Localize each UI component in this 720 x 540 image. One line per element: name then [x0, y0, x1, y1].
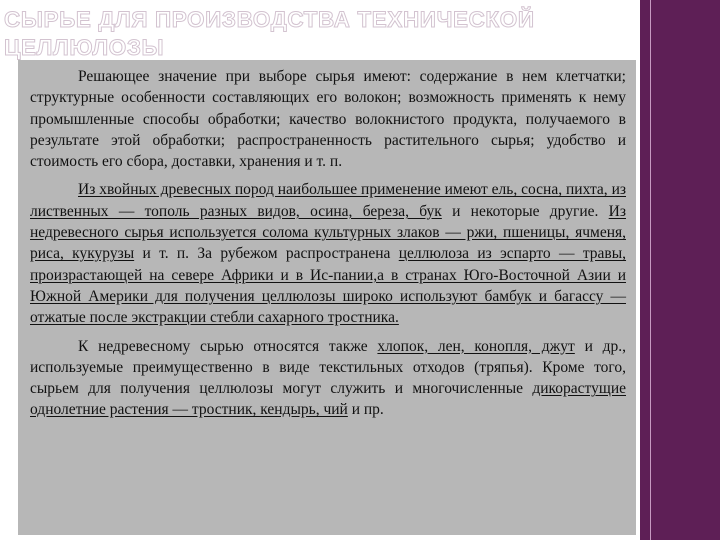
title-line-2: ЦЕЛЛЮЛОЗЫ [4, 35, 165, 60]
paragraph-3-text-2: и др., используемые преимущественно в виде текстильных отходов (тряпья). Кроме того, сырьем для получения целлюлозы могут служить и многочисленные [30, 337, 626, 398]
body-text [30, 66, 626, 428]
paragraph-3-text-3: и пр. [347, 401, 384, 419]
paragraph-2-text-2: и т. п. За рубежом распространена [134, 245, 399, 263]
paragraph-3-text-1: К недревесному сырью относятся также [78, 337, 378, 355]
paragraph-1-text: Решающее значение при выборе сырья имеют: содержание в нем клетчатки; структурные особенности составляющих его волокон; возможность применять к нему промышленные способы обработки; качество волокнистого продукта, получаемого в результате этой обработки; распространенность растительного сырья; удобство и стоимость его сбора, доставки, хранения и т. п. [30, 68, 626, 171]
paragraph-2-underlined-2: Из недревесного сырья используется солома культурных злаков — ржи, пшеницы, ячменя, риса, кукурузы [30, 202, 626, 263]
sidebar-stripe [650, 0, 651, 540]
paragraph-2-underlined-1: Из хвойных древесных пород наибольшее применение имеют ель, сосна, пихта, из лиственных — тополь разных видов, осина, береза, бук [30, 181, 626, 220]
title-line-1: СЫРЬЕ ДЛЯ ПРОИЗВОДСТВА ТЕХНИЧЕСКОЙ [4, 7, 535, 32]
paragraph-1 [30, 66, 626, 172]
paragraph-3-underlined-1: хлопок, лен, конопля, джут [377, 337, 575, 355]
paragraph-3-underlined-2: дикорастущие однолетние растения — тростник, кендырь, чий [30, 380, 626, 419]
paragraph-3 [30, 336, 626, 421]
paragraph-2 [30, 179, 626, 328]
paragraph-2-text-1: и некоторые другие. [441, 202, 609, 220]
paragraph-2-underlined-3: целлюлоза из эспарто — травы, произрастающей на севере Африки и в Ис-пании,а в странах Юго-Восточной Азии и Южной Америки для получения целлюлозы широко используют бамбук и багассу — отжатые после экстракции стебли сахарного тростника. [30, 245, 627, 327]
accent-sidebar [640, 0, 720, 540]
slide-title [4, 6, 634, 62]
